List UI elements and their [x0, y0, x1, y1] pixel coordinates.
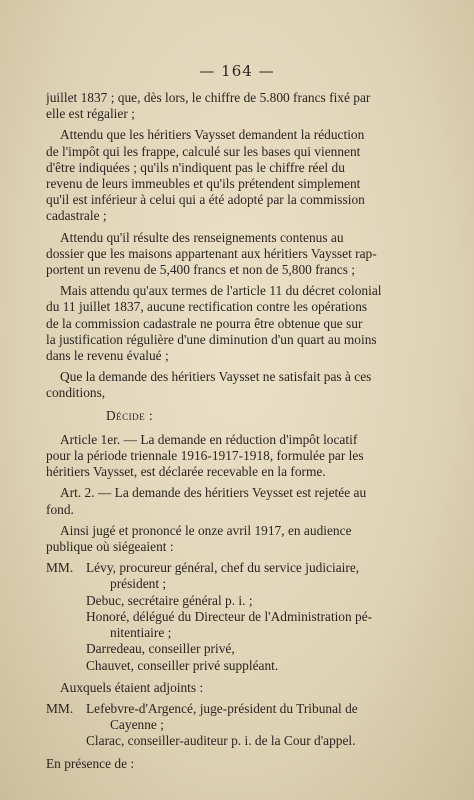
member-row	[46, 560, 414, 576]
article-2	[46, 485, 414, 517]
paragraph-2	[46, 127, 414, 224]
paragraph-1	[46, 90, 414, 122]
adjoints-intro	[46, 680, 414, 696]
mm-abbreviation: MM.	[46, 700, 74, 716]
mm-abbreviation: MM.	[46, 560, 74, 576]
adjoint-members-list	[46, 701, 414, 750]
text-line: En présence de :	[46, 755, 135, 771]
text-line: juillet 1837 ; que, dès lors, le chiffre de 5.800 francs fixé par	[46, 90, 371, 105]
text-line: conditions,	[46, 385, 106, 401]
member-title-continued: nitentiaire ;	[110, 625, 172, 641]
member-name: Lefebvre-d'Argencé, juge-président du Tribunal de	[86, 700, 358, 716]
text-line: de l'impôt qui les frappe, calculé sur les bases qui viennent	[46, 143, 361, 159]
text-line: Attendu que les héritiers Vaysset demandent la réduction	[60, 127, 365, 143]
text-line: du 11 juillet 1837, aucune rectification contre les opérations	[46, 299, 368, 315]
member-title-continued: président ;	[110, 576, 167, 592]
text-line: dossier que les maisons appartenant aux héritiers Vaysset rap-	[46, 245, 377, 261]
member-name: Clarac, conseiller-auditeur p. i. de la Cour d'appel.	[86, 733, 356, 749]
text-line: héritiers Vaysset, est déclarée recevable en la forme.	[46, 464, 326, 480]
page-number: — 164 —	[199, 62, 275, 80]
text-line: revenu de leurs immeubles et qu'ils prétendent simplement	[46, 176, 361, 192]
text-line: Que la demande des héritiers Vaysset ne satisfait pas à ces	[60, 369, 372, 385]
member-title-continued: Cayenne ;	[110, 717, 164, 733]
sitting-members-list	[46, 560, 414, 673]
closing-line	[46, 756, 414, 772]
text-line: la justification régulière d'une diminution d'un quart au moins	[46, 331, 377, 347]
text-line: portent un revenu de 5,400 francs et non de 5,800 francs ;	[46, 262, 356, 278]
member-name: Honoré, délégué du Directeur de l'Administration pé-	[86, 608, 373, 624]
paragraph-3	[46, 230, 414, 279]
text-line: Ainsi jugé et prononcé le onze avril 1917, en audience	[60, 522, 352, 538]
text-line: de la commission cadastrale ne pourra être obtenue que sur	[46, 315, 363, 331]
text-line: fond.	[46, 501, 74, 517]
member-name: Lévy, procureur général, chef du service judiciaire,	[86, 560, 360, 576]
member-name: Chauvet, conseiller privé suppléant.	[86, 657, 279, 673]
text-line: cadastrale ;	[46, 208, 107, 224]
body-text	[46, 90, 414, 777]
decision-heading: Décide :	[106, 407, 154, 423]
text-line: dans le revenu évalué ;	[46, 348, 169, 364]
text-line: Attendu qu'il résulte des renseignements contenus au	[60, 229, 344, 245]
text-line: d'être indiquées ; qu'ils n'indiquent pas le chiffre réel du	[46, 159, 345, 175]
text-line: Auxquels étaient adjoints :	[60, 679, 204, 695]
text-line: Article 1er. — La demande en réduction d'impôt locatif	[60, 431, 358, 447]
paragraph-5	[46, 369, 414, 401]
paragraph-4	[46, 283, 414, 364]
judgment-statement	[46, 523, 414, 555]
text-line: Art. 2. — La demande des héritiers Veysset est rejetée au	[60, 485, 367, 501]
article-1	[46, 432, 414, 481]
text-line: elle est régalier ;	[46, 106, 135, 122]
member-row	[46, 701, 414, 717]
text-line: publique où siégeaient :	[46, 539, 174, 555]
text-line: qu'il est inférieur à celui qui a été adopté par la commission	[46, 192, 365, 208]
text-line: pour la période triennale 1916-1917-1918, formulée par les	[46, 448, 364, 464]
member-name: Debuc, secrétaire général p. i. ;	[86, 592, 253, 608]
member-name: Darredeau, conseiller privé,	[86, 641, 235, 657]
text-line: Mais attendu qu'aux termes de l'article 11 du décret colonial	[60, 283, 382, 299]
